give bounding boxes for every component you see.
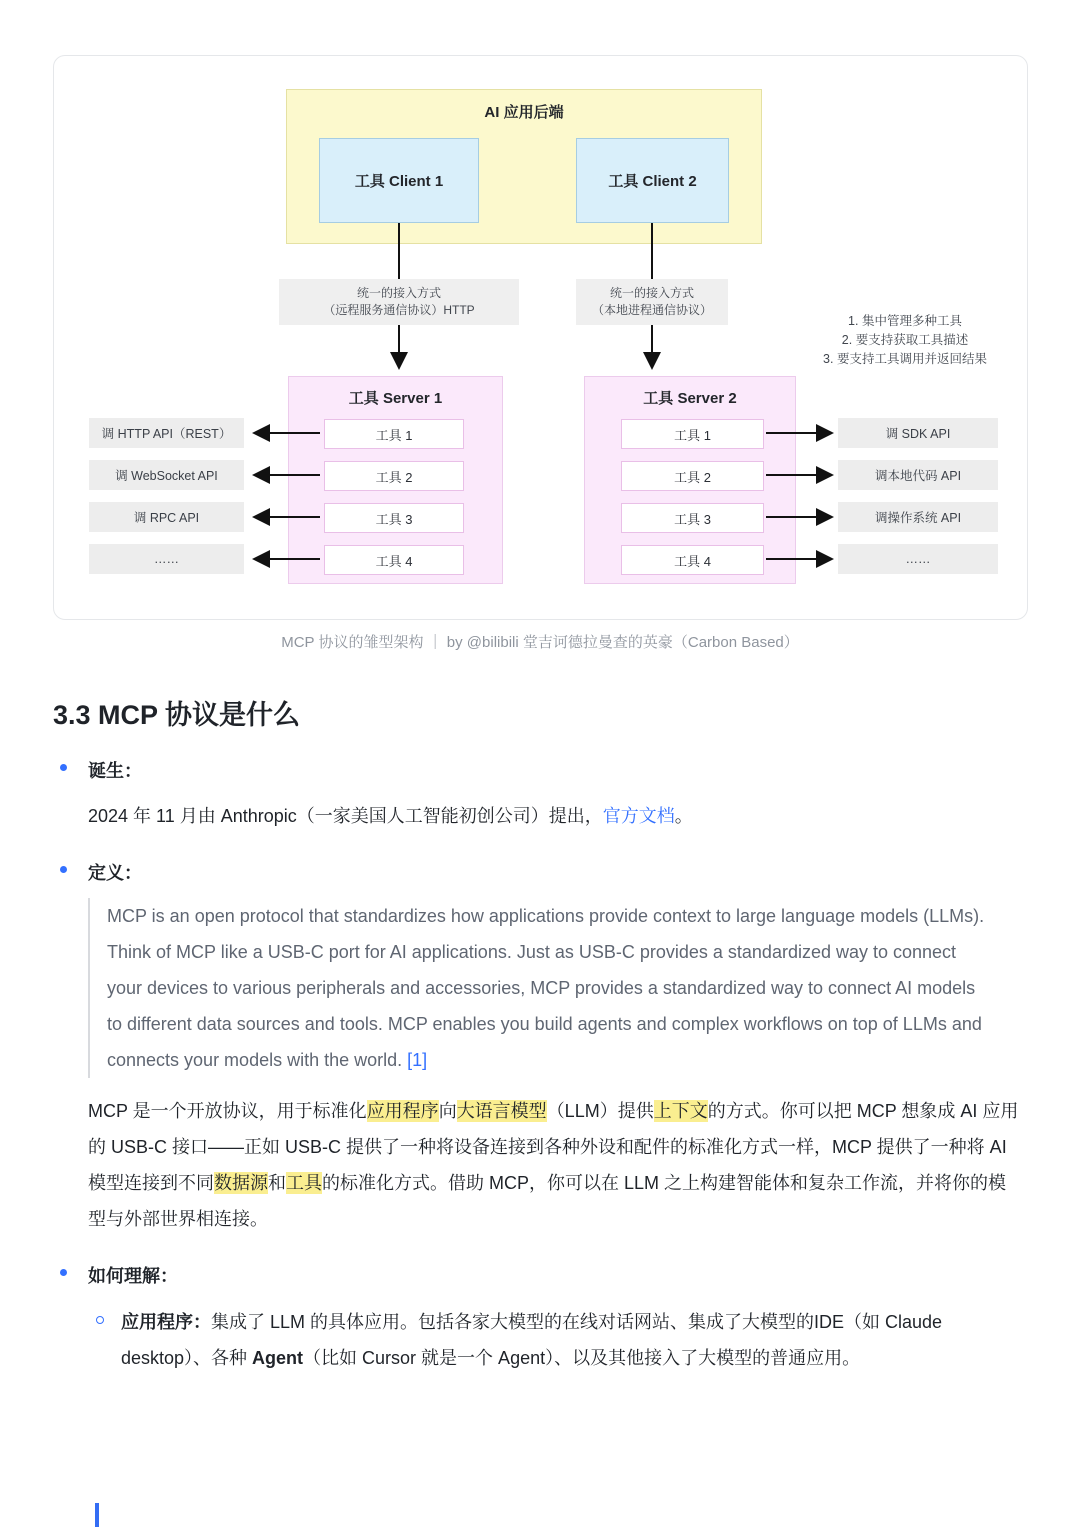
highlight-llm: 大语言模型 (456, 1101, 547, 1121)
application-text-2: （比如 Cursor 就是一个 Agent）、以及其他接入了大模型的普通应用。 (303, 1348, 861, 1368)
note-line-3: 3. 要支持工具调用并返回结果 (823, 352, 987, 366)
sub-item-application (53, 1304, 1027, 1376)
reference-1-link[interactable]: [1] (407, 1050, 428, 1070)
note-line-1: 1. 集中管理多种工具 (848, 314, 962, 328)
tool-client-2-box: 工具 Client 2 (576, 138, 729, 223)
access-method-remote-line2: （远程服务通信协议）HTTP (323, 303, 475, 317)
list-item-how-to-understand (53, 1262, 1027, 1288)
cn-text-4: 的方式。你可以把 MCP 想象成 AI 应用的 USB-C 接口——正如 USB-C 提供了一种将设备连接到各种外设和配件的标准化方式一样，MCP 提供了一种将 AI 模型连接到不同 (88, 1101, 1019, 1193)
right-api-label-os: 调操作系统 API (838, 502, 998, 532)
cn-text-3: （LLM）提供 (546, 1101, 654, 1121)
bullet-dot-icon (60, 1269, 67, 1276)
mcp-architecture-diagram-image[interactable] (53, 55, 1028, 620)
right-api-label-more: …… (838, 544, 998, 574)
access-method-local-line2: （本地进程通信协议） (591, 303, 712, 317)
server-requirements-note (784, 312, 1026, 369)
access-method-local-label (576, 279, 728, 325)
left-api-label-websocket: 调 WebSocket API (89, 460, 244, 490)
access-method-remote-label (279, 279, 519, 325)
definition-label: 定义： (88, 863, 142, 883)
document-body (0, 660, 1080, 1376)
tool-server-1-box (288, 376, 503, 584)
access-method-remote-line1: 统一的接入方式 (356, 286, 441, 300)
cn-text-6: 的标准化方式。借助 MCP，你可以在 LLM 之上构建智能体和复杂工作流，并将你的模型与外部世界相连接。 (88, 1173, 1007, 1229)
ai-backend-title: AI 应用后端 (484, 104, 564, 121)
birth-period: 。 (674, 806, 693, 826)
tool-server-1-title: 工具 Server 1 (348, 390, 443, 407)
right-api-label-sdk: 调 SDK API (838, 418, 998, 448)
birth-label: 诞生： (88, 761, 142, 781)
access-method-local-line1: 统一的接入方式 (609, 286, 694, 300)
tool-server-2-box (584, 376, 796, 584)
list-item-definition (53, 859, 1027, 885)
left-api-label-more: …… (89, 544, 244, 574)
highlight-datasource: 数据源 (214, 1173, 268, 1193)
section-heading: 3.3 MCP 协议是什么 (53, 700, 301, 730)
highlight-tools: 工具 (286, 1173, 322, 1193)
right-api-label-localcode: 调本地代码 API (838, 460, 998, 490)
left-api-label-rpc: 调 RPC API (89, 502, 244, 532)
bullet-dot-icon (60, 764, 67, 771)
cn-text-5: 和 (268, 1173, 286, 1193)
how-label: 如何理解： (88, 1266, 178, 1286)
cn-text-1: MCP 是一个开放协议，用于标准化 (88, 1101, 367, 1121)
agent-bold: Agent (252, 1348, 304, 1368)
server1-tool-3: 工具 3 (324, 503, 464, 533)
definition-quote (88, 898, 988, 1078)
server1-tool-1: 工具 1 (324, 419, 464, 449)
server2-tool-4: 工具 4 (621, 545, 764, 575)
quote-text: MCP is an open protocol that standardizes how applications provide context to large language models (LLMs). Think of MCP like a USB-C port for AI applications. Just as USB-C provides a standardized way to connect your devices to various peripherals and accessories, MCP provides a standardized way to connect AI models to different data sources and tools. MCP enables you build agents and complex workflows on top of LLMs and connects your models with the world. (107, 906, 985, 1070)
tool-server-2-title: 工具 Server 2 (643, 390, 737, 407)
application-label: 应用程序： (121, 1312, 211, 1332)
birth-text: 2024 年 11 月由 Anthropic（一家美国人工智能初创公司）提出， (88, 806, 603, 826)
birth-paragraph (88, 798, 1023, 834)
image-caption: MCP 协议的雏型架构 ｜ by @bilibili 堂吉诃德拉曼查的英豪（Carbon Based） (281, 634, 799, 651)
note-line-2: 2. 要支持获取工具描述 (841, 333, 969, 347)
application-text-1: 集成了 LLM 的具体应用。包括各家大模型的在线对话网站、集成了大模型的IDE（如 Claude desktop）、各种 (121, 1312, 943, 1368)
bullet-dot-icon (60, 866, 67, 873)
server2-tool-3: 工具 3 (621, 503, 764, 533)
tool-client-1-box: 工具 Client 1 (319, 138, 479, 223)
list-item-birth (53, 757, 1027, 783)
cn-text-2: 向 (438, 1101, 457, 1121)
official-docs-link[interactable]: 官方文档 (602, 806, 675, 826)
server2-tool-2: 工具 2 (621, 461, 764, 491)
bullet-circle-icon (96, 1316, 104, 1324)
left-api-label-http: 调 HTTP API（REST） (89, 418, 244, 448)
highlight-context: 上下文 (653, 1101, 708, 1121)
server2-tool-1: 工具 1 (621, 419, 764, 449)
next-block-indicator (95, 1503, 99, 1527)
highlight-application: 应用程序 (366, 1101, 439, 1121)
definition-translation (88, 1093, 1023, 1237)
server1-tool-2: 工具 2 (324, 461, 464, 491)
server1-tool-4: 工具 4 (324, 545, 464, 575)
